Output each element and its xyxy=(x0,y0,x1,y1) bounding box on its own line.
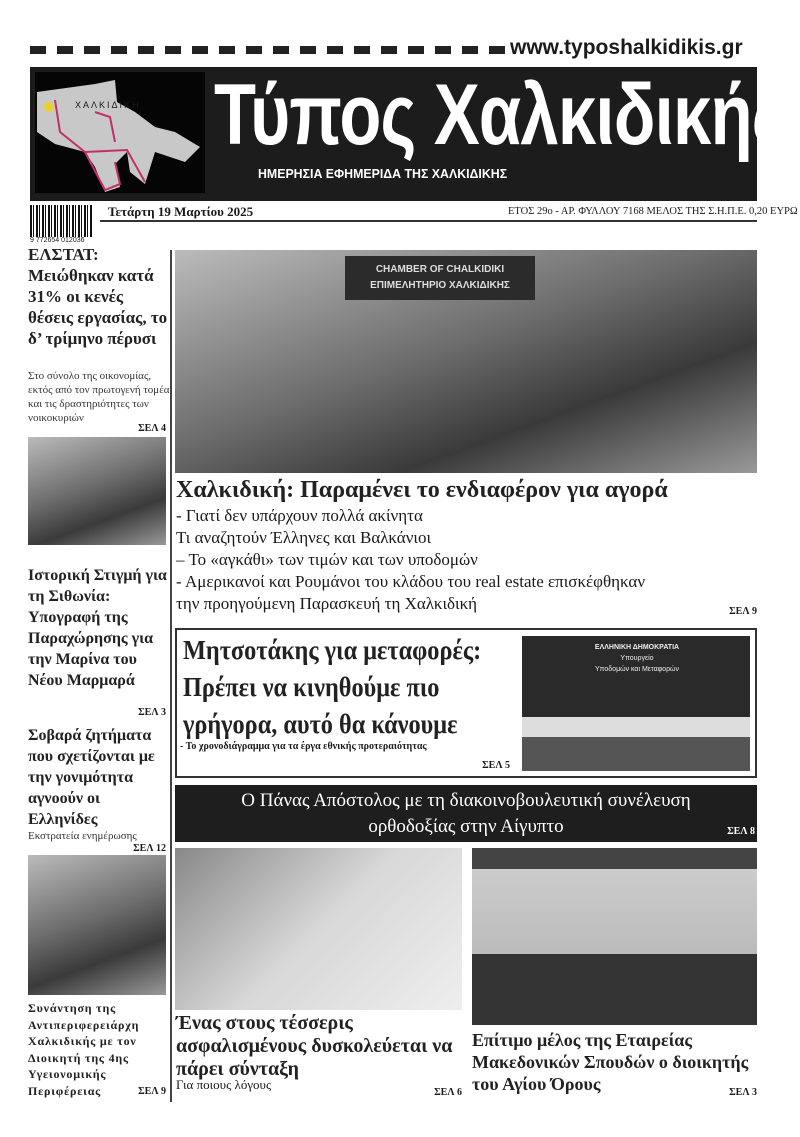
newspaper-subtitle: ΗΜΕΡΗΣΙΑ ΕΦΗΜΕΡΙΔΑ ΤΗΣ ΧΑΛΚΙΔΙΚΗΣ xyxy=(258,166,508,181)
chamber-sign xyxy=(345,256,535,300)
athos-headline[interactable]: Επίτιμο μέλος της Εταιρείας Μακεδονικών Σπουδών ο διοικητής του Αγίου Όρους xyxy=(472,1030,749,1094)
story-elstat-headline[interactable]: ΕΛΣΤΑΤ: Μειώθηκαν κατά 31% οι κενές θέσεις εργασίας, το δ’ τρίμηνο πέρυσι xyxy=(28,245,168,348)
story-meeting-headline[interactable]: Συνάντηση της Αντιπεριφερειάρχη Χαλκιδικής με τον Διοικητή της 4ης Υγειονομικής Περιφέρειας xyxy=(28,1001,140,1098)
bullet: την προηγούμενη Παρασκευή τη Χαλκιδική xyxy=(176,594,478,613)
story-elstat-summary: Στο σύνολο της οικονομίας, εκτός από τον πρωτογενή τομέα και τις δραστηριότητες των νοικοκυριών xyxy=(28,370,170,424)
bullet: – Το «αγκάθι» των τιμών και των υποδομών xyxy=(176,550,478,569)
pension-coins-photo xyxy=(175,848,462,1010)
bullet: - Αμερικανοί και Ρουμάνοι του κλάδου του real estate επισκέφθηκαν xyxy=(176,572,646,591)
athos-page: ΣΕΛ 3 xyxy=(729,1087,757,1098)
backdrop-line: ΕΛΛΗΝΙΚΗ ΔΗΜΟΚΡΑΤΙΑ xyxy=(594,644,680,651)
story-fertility-page: ΣΕΛ 12 xyxy=(133,843,166,854)
panas-banner[interactable] xyxy=(175,785,757,842)
ministry-backdrop xyxy=(582,642,692,675)
barcode-number: 9 772654 012036 xyxy=(30,237,85,244)
headline-line: Πρέπει να κινηθούμε πιο xyxy=(183,672,440,702)
dashed-rule xyxy=(30,46,508,54)
meeting-photo xyxy=(28,855,166,995)
story-sithonia-page: ΣΕΛ 3 xyxy=(138,707,166,718)
barcode xyxy=(30,205,92,237)
story-fertility-headline[interactable]: Σοβαρά ζητήματα που σχετίζονται με την γονιμότητα αγνοούν οι Ελληνίδες xyxy=(28,727,155,828)
story-fertility-summary: Εκστρατεία ενημέρωσης xyxy=(28,830,137,842)
main-bullets xyxy=(176,505,645,615)
pension-page: ΣΕΛ 6 xyxy=(434,1087,462,1098)
main-page: ΣΕΛ 9 xyxy=(729,606,757,617)
pension-summary: Για ποιους λόγους xyxy=(176,1077,272,1092)
main-headline[interactable]: Χαλκιδική: Παραμένει το ενδιαφέρον για αγορά xyxy=(176,477,668,503)
map-label: ΧΑΛΚΙΔΙΚΗ xyxy=(75,100,141,110)
mitsotakis-headline[interactable] xyxy=(183,632,481,743)
banner-page: ΣΕΛ 8 xyxy=(727,826,755,837)
chamber-meeting-photo xyxy=(175,250,757,473)
banner-line: ορθοδοξίας στην Αίγυπτο xyxy=(368,816,564,837)
chalkidiki-map-logo xyxy=(35,72,205,193)
bullet: - Γιατί δεν υπάρχουν πολλά ακίνητα xyxy=(176,506,423,525)
backdrop-line: Υποδομών και Μεταφορών xyxy=(594,666,680,673)
story-sithonia-headline[interactable]: Ιστορική Στιγμή για τη Σιθωνία: Υπογραφή της Παραχώρησης για την Μαρίνα του Νέου Μαρμαρά xyxy=(28,567,167,689)
backdrop-line: Υπουργείο xyxy=(620,655,654,662)
mitsotakis-summary: - Το χρονοδιάγραμμα για τα έργα εθνικής προτεραιότητας xyxy=(180,741,427,752)
headline-line: γρήγορα, αυτό θα κάνουμε xyxy=(183,709,458,739)
press-conference-photo xyxy=(522,636,750,771)
bullet: Τι αναζητούν Έλληνες και Βαλκάνιοι xyxy=(176,528,432,547)
header-rule xyxy=(100,220,757,222)
award-photo xyxy=(472,848,757,1025)
banner-line: Ο Πάνας Απόστολος με τη διακοινοβουλευτική συνέλευση xyxy=(241,790,691,811)
headline-line: Μητσοτάκης για μεταφορές: xyxy=(183,635,482,665)
mitsotakis-page: ΣΕΛ 5 xyxy=(482,760,510,771)
pension-headline[interactable]: Ένας στους τέσσερις ασφαλισμένους δυσκολεύεται να πάρει σύνταξη xyxy=(176,1012,453,1080)
issue-date: Τετάρτη 19 Μαρτίου 2025 xyxy=(108,204,254,219)
website-link[interactable]: www.typoshalkidikis.gr xyxy=(510,36,743,59)
signing-photo xyxy=(28,437,166,545)
newspaper-title: Τύπος Χαλκιδικής xyxy=(214,67,787,163)
sign-line: ΕΠΙΜΕΛΗΤΗΡΙΟ ΧΑΛΚΙΔΙΚΗΣ xyxy=(370,280,510,291)
story-meeting-page: ΣΕΛ 9 xyxy=(138,1086,166,1097)
issue-info: ΕΤΟΣ 29ο - ΑΡ. ΦΥΛΛΟΥ 7168 ΜΕΛΟΣ ΤΗΣ Σ.Η.Π.Ε. 0,20 ΕΥΡΩ xyxy=(508,206,798,217)
story-elstat-page: ΣΕΛ 4 xyxy=(138,423,166,434)
sign-line: CHAMBER OF CHALKIDIKI xyxy=(375,264,505,275)
